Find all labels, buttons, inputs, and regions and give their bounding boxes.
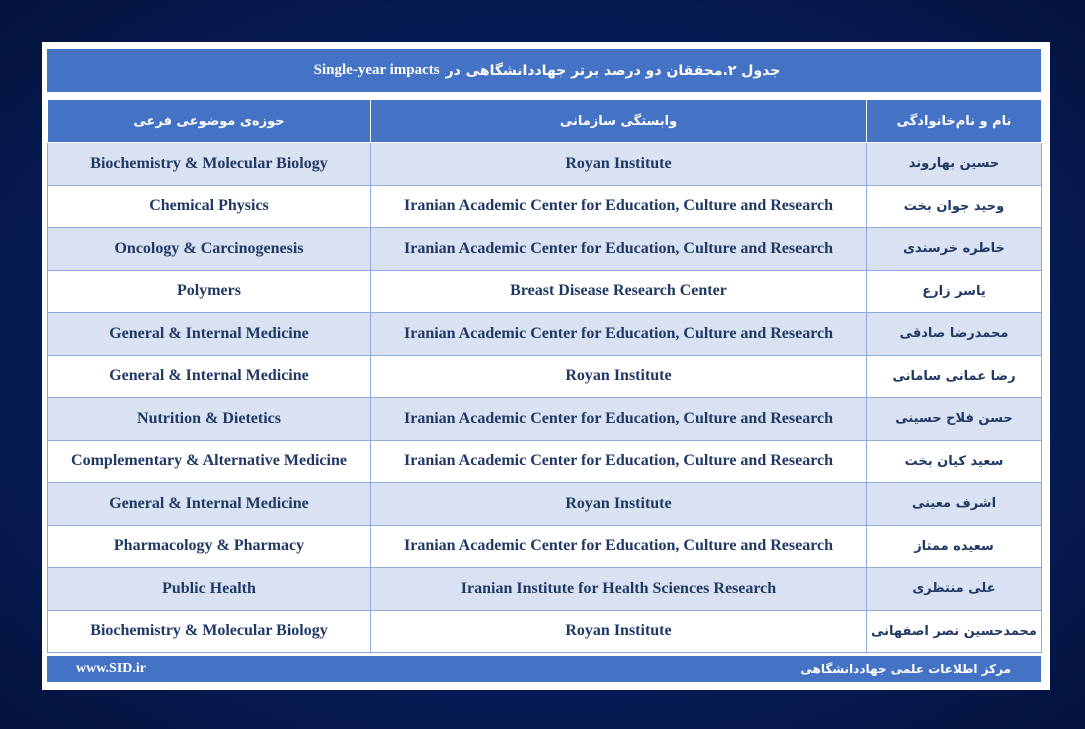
cell-affiliation: Iranian Academic Center for Education, Culture and Research [371, 185, 867, 228]
table-row [48, 143, 1042, 186]
cell-affiliation: Iranian Institute for Health Sciences Research [371, 568, 867, 611]
cell-field: General & Internal Medicine [48, 355, 371, 398]
cell-name: حسین بهاروند [867, 143, 1042, 186]
table-row [48, 440, 1042, 483]
cell-affiliation: Royan Institute [371, 143, 867, 186]
table-row [48, 483, 1042, 526]
header-field: حوزه‌ی موضوعی فرعی [48, 100, 371, 143]
cell-name: محمدرضا صادقی [867, 313, 1042, 356]
table-row [48, 568, 1042, 611]
table-caption [47, 49, 1041, 92]
cell-name: سعید کیان بخت [867, 440, 1042, 483]
cell-name: حسن فلاح حسینی [867, 398, 1042, 441]
cell-name: یاسر زارع [867, 270, 1042, 313]
table-row [48, 185, 1042, 228]
cell-affiliation: Breast Disease Research Center [371, 270, 867, 313]
cell-field: General & Internal Medicine [48, 483, 371, 526]
cell-field: Biochemistry & Molecular Biology [48, 143, 371, 186]
cell-field: Complementary & Alternative Medicine [48, 440, 371, 483]
table-row [48, 228, 1042, 271]
cell-affiliation: Iranian Academic Center for Education, Culture and Research [371, 440, 867, 483]
caption-latin: Single-year impacts [313, 62, 440, 78]
cell-affiliation: Iranian Academic Center for Education, Culture and Research [371, 398, 867, 441]
cell-affiliation: Royan Institute [371, 355, 867, 398]
footer-url: www.SID.ir [76, 661, 147, 676]
cell-field: Public Health [48, 568, 371, 611]
cell-field: Biochemistry & Molecular Biology [48, 610, 371, 653]
table-row [48, 313, 1042, 356]
cell-name: اشرف معینی [867, 483, 1042, 526]
cell-affiliation: Iranian Academic Center for Education, Culture and Research [371, 313, 867, 356]
cell-affiliation: Iranian Academic Center for Education, Culture and Research [371, 525, 867, 568]
cell-affiliation: Royan Institute [371, 610, 867, 653]
cell-field: Oncology & Carcinogenesis [48, 228, 371, 271]
header-name: نام و نام‌خانوادگی [867, 100, 1042, 143]
cell-name: سعیده ممتاز [867, 525, 1042, 568]
table-row [48, 355, 1042, 398]
table-header-row [48, 100, 1042, 143]
table-row [48, 398, 1042, 441]
cell-field: Polymers [48, 270, 371, 313]
cell-affiliation: Royan Institute [371, 483, 867, 526]
cell-field: Nutrition & Dietetics [48, 398, 371, 441]
cell-field: General & Internal Medicine [48, 313, 371, 356]
document-frame [42, 42, 1050, 690]
cell-name: رضا عمانی سامانی [867, 355, 1042, 398]
table-row [48, 610, 1042, 653]
cell-field: Chemical Physics [48, 185, 371, 228]
cell-name: علی منتظری [867, 568, 1042, 611]
footer-bar [47, 656, 1041, 682]
table-row [48, 525, 1042, 568]
table-row [48, 270, 1042, 313]
footer-org: مرکز اطلاعات علمی جهاددانشگاهی [800, 662, 1011, 676]
cell-name: خاطره خرسندی [867, 228, 1042, 271]
researchers-table [47, 99, 1042, 653]
cell-affiliation: Iranian Academic Center for Education, Culture and Research [371, 228, 867, 271]
cell-name: محمدحسین نصر اصفهانی [867, 610, 1042, 653]
header-affiliation: وابستگی سازمانی [371, 100, 867, 143]
caption-persian: جدول ۲.محققان دو درصد برتر جهاددانشگاهی در [445, 62, 781, 79]
cell-field: Pharmacology & Pharmacy [48, 525, 371, 568]
table-body [48, 143, 1042, 653]
cell-name: وحید جوان بخت [867, 185, 1042, 228]
